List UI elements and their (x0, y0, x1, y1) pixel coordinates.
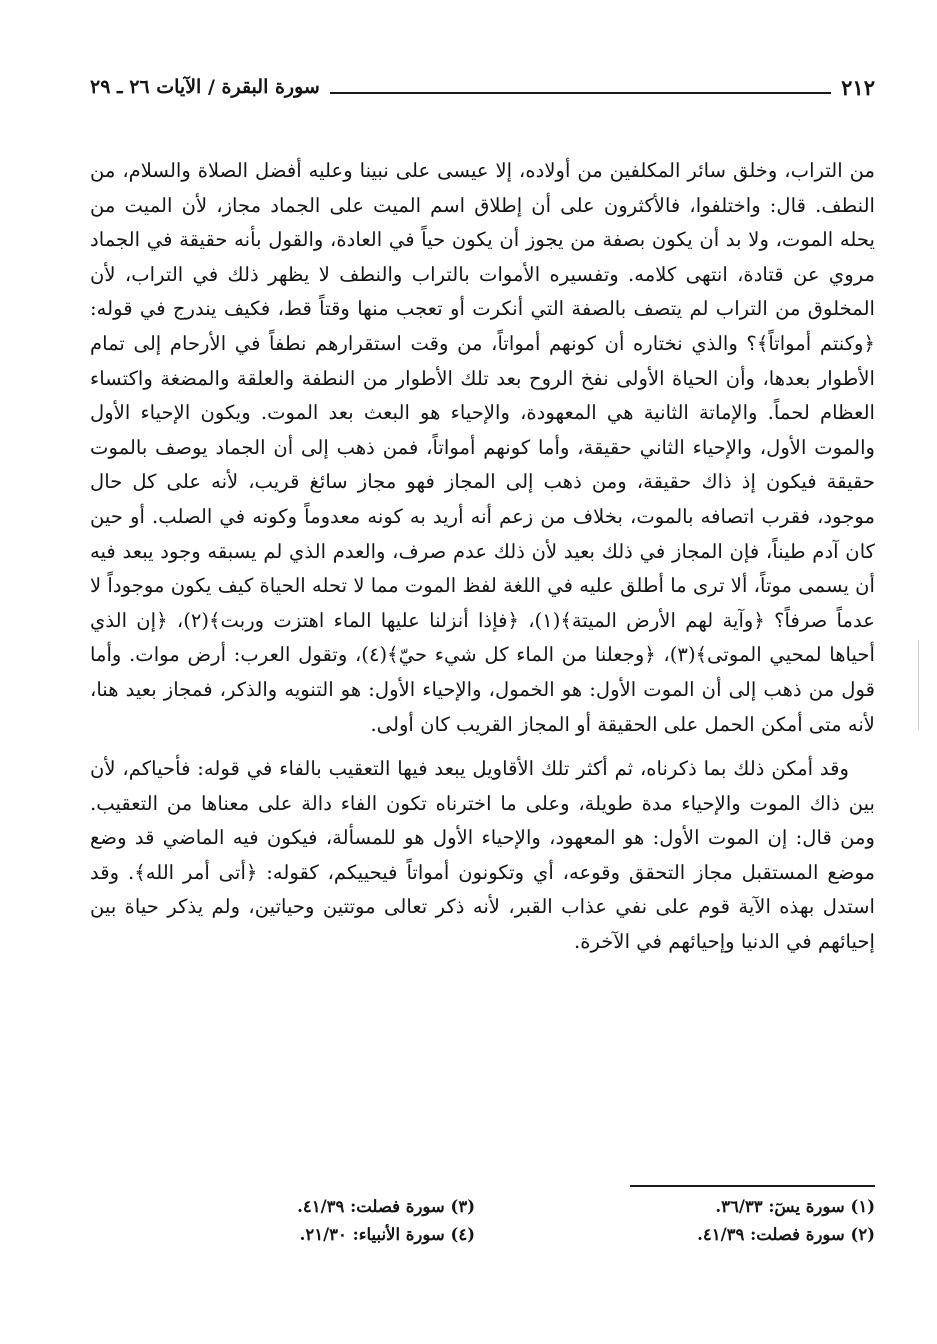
page-number: ٢١٢ (841, 74, 875, 100)
footnote-3: (٣) سورة فصلت: ٤١/٣٩. (297, 1197, 475, 1216)
footnote-2: (٢) سورة فصلت: ٤١/٣٩. (697, 1225, 875, 1244)
paragraph-1: من التراب، وخلق سائر المكلفين من أولاده، إلا عيسى على نبينا وعليه أفضل الصلاة والسلام، من النطف. قال: واختلفوا، فالأكثرون على أن إطلاق اسم الميت على الجماد مجاز، لأن الميت من يحله الموت، ولا بد أن يكون بصفة من يجوز أن يكون حياً في العادة، والقول بأنه حقيقة في الجماد مروي عن قتادة، انتهى كلامه. وتفسيره الأموات بالتراب والنطف لا يظهر ذلك في التراب، لأن المخلوق من التراب لم يتصف بالصفة التي أنكرت أو تعجب منها وقتاً قط، فكيف يندرج في قوله: ﴿وكنتم أمواتاً﴾؟ والذي نختاره أن كونهم أمواتاً، من وقت استقرارهم نطفاً في الأرحام إلى تمام الأطوار بعدها، وأن الحياة الأولى نفخ الروح بعد تلك الأطوار من النطفة والعلقة والمضغة واكتساء العظام لحماً. والإماتة الثانية هي المعهودة، والإحياء هو البعث بعد الموت. ويكون الإحياء الأول والموت الأول، والإحياء الثاني حقيقة، وأما كونهم أمواتاً، فمن ذهب إلى أن الجماد يوصف بالموت حقيقة فيكون إذ ذاك حقيقة، ومن ذهب إلى المجاز فهو مجاز سائغ قريب، لأنه على كل حال موجود، فقرب اتصافه بالموت، بخلاف من زعم أنه أريد به كونه معدوماً وكونه في الصلب. أو حين كان آدم طيناً، فإن المجاز في ذلك بعيد لأن ذلك عدم صرف، والعدم الذي لم يسبقه وجود يبعد فيه أن يسمى موتاً، ألا ترى ما أطلق عليه في اللغة لفظ الموت مما لا تحله الحياة كيف يكون موجوداً لا عدماً صرفاً؟ ﴿وآية لهم الأرض الميتة﴾(١)، ﴿فإذا أنزلنا عليها الماء اهتزت وربت﴾(٢)، ﴿إن الذي أحياها لمحيي الموتى﴾(٣)، ﴿وجعلنا من الماء كل شيء حيّ﴾(٤)، وتقول العرب: أرض موات. وأما قول من ذهب إلى أن الموت الأول: هو الخمول، والإحياء الأول: هو التنويه والذكر، فمجاز بعيد هنا، لأنه متى أمكن الحمل على الحقيقة أو المجاز القريب كان أولى. (90, 159, 875, 736)
page-header (90, 70, 875, 104)
footnote-separator (630, 1185, 875, 1187)
footnote-4: (٤) سورة الأنبياء: ٢١/٣٠. (299, 1225, 475, 1244)
footnote-1: (١) سورة يسٓ: ٣٦/٣٣. (715, 1197, 875, 1216)
scan-edge-mark (918, 640, 919, 730)
book-page (90, 70, 875, 1290)
running-title: سورة البقرة / الآيات ٢٦ ـ ٢٩ (90, 76, 320, 98)
paragraph-2: وقد أمكن ذلك بما ذكرناه، ثم أكثر تلك الأقاويل يبعد فيها التعقيب بالفاء في قوله: فأحياكم، لأن بين ذاك الموت والإحياء مدة طويلة، وعلى ما اخترناه تكون الفاء دالة على معناها من التعقيب. ومن قال: إن الموت الأول: هو المعهود، والإحياء الأول هو للمسألة، فيكون فيه الماضي قد وضع موضع المستقبل مجاز التحقق وقوعه، أي وتكونون أمواتاً فيحييكم، كقوله: ﴿أتى أمر الله﴾. وقد استدل بهذه الآية قوم على نفي عذاب القبر، لأنه ذكر تعالى موتتين وحياتين، ولم يذكر حياة بين إحيائهم في الدنيا وإحيائهم في الآخرة. (90, 757, 875, 954)
main-text (90, 154, 875, 960)
footnotes (90, 1193, 875, 1249)
header-rule (330, 92, 831, 94)
